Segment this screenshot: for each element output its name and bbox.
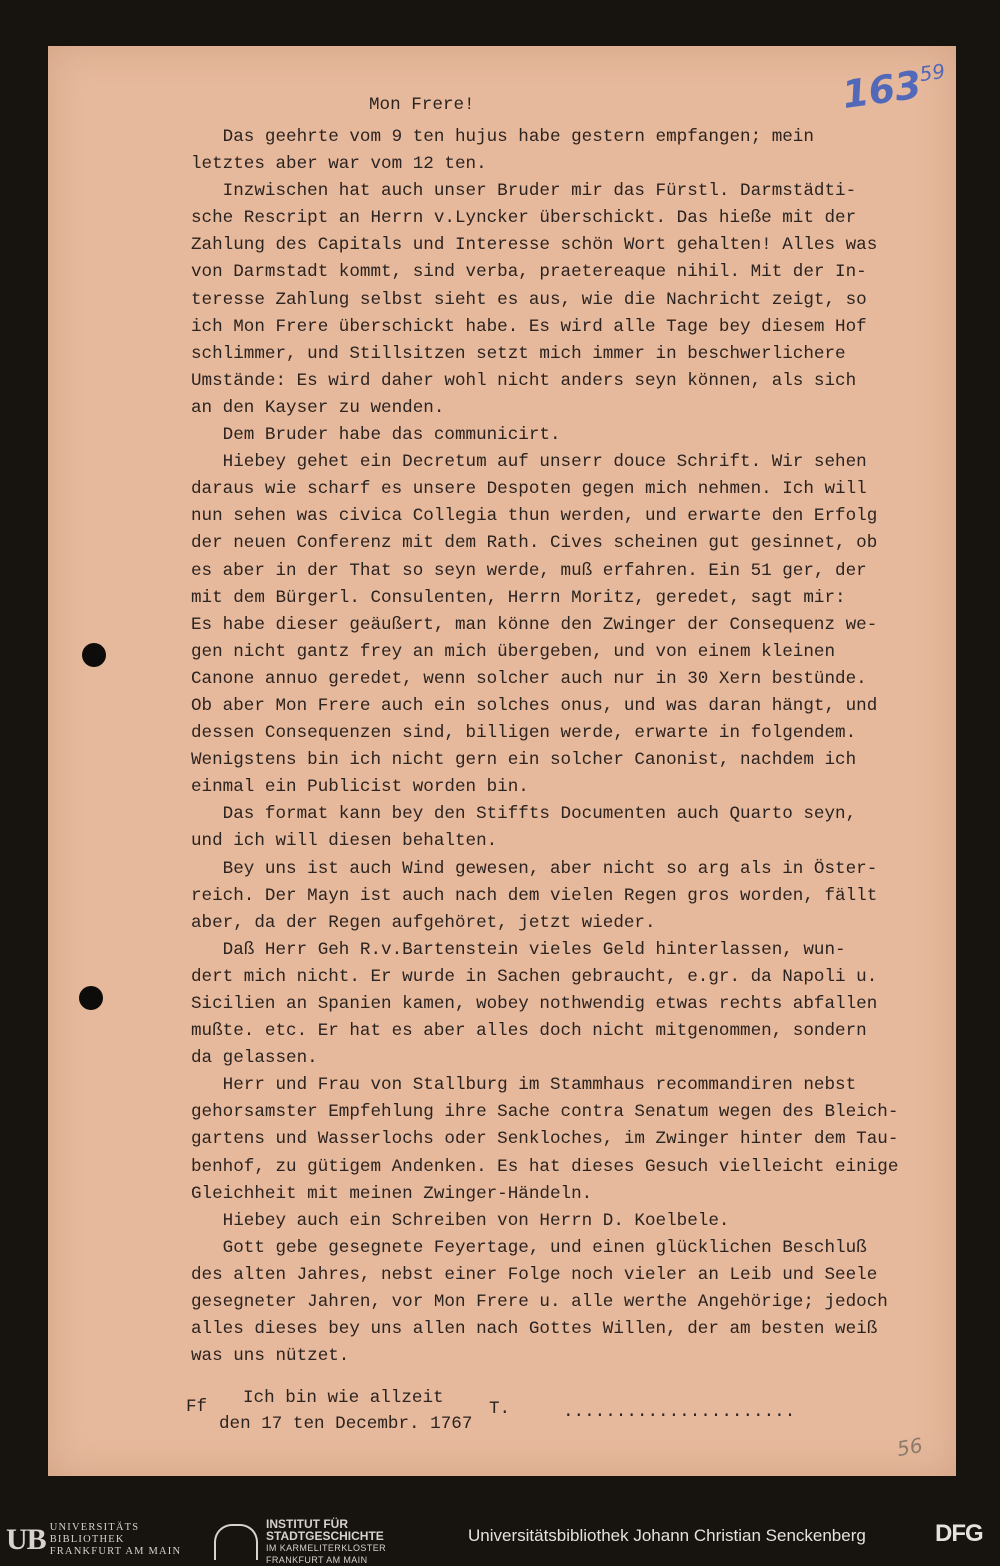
letter-line: reich. Der Mayn ist auch nach dem vielen Regen gros worden, fällt: [191, 885, 878, 906]
footer-bar: [0, 1510, 1000, 1565]
isg-wordmark: INSTITUT FÜR STADTGESCHICHTE IM KARMELITERKLOSTER FRANKFURT AM MAIN: [266, 1517, 387, 1565]
library-name-link[interactable]: Universitätsbibliothek Johann Christian Senckenberg: [468, 1526, 866, 1545]
letter-line: einmal ein Publicist worden bin.: [191, 777, 529, 798]
letter-line: Umstände: Es wird daher wohl nicht anders seyn können, als sich: [191, 370, 857, 391]
pencil-note: 56: [895, 1432, 925, 1462]
letter-line: mit dem Bürgerl. Consulenten, Herrn Moritz, geredet, sagt mir:: [191, 587, 846, 608]
punch-hole: [82, 643, 106, 667]
letter-line: dessen Consequenzen sind, billigen werde, erwarte in folgendem.: [191, 723, 857, 744]
letter-line: Das geehrte vom 9 ten hujus habe gestern empfangen; mein: [191, 127, 814, 147]
letter-line: Dem Bruder habe das communicirt.: [191, 425, 561, 446]
letter-line: gehorsamster Empfehlung ihre Sache contra Senatum wegen des Bleich-: [191, 1102, 899, 1123]
ub-logo[interactable]: [6, 1522, 181, 1558]
letter-line: der neuen Conferenz mit dem Rath. Cives scheinen gut gesinnet, ob: [191, 533, 878, 554]
dfg-logo[interactable]: DFG: [935, 1520, 983, 1547]
letter-line: alles dieses bey uns allen nach Gottes Willen, der am besten weiß: [191, 1319, 878, 1340]
letter-line: des alten Jahres, nebst einer Folge noch vieler an Leib und Seele: [191, 1264, 878, 1285]
letter-line: was uns nützet.: [191, 1346, 350, 1367]
letter-line: Das format kann bey den Stiffts Documenten auch Quarto seyn,: [191, 804, 857, 825]
letter-line: Wenigstens bin ich nicht gern ein solcher Canonist, nachdem ich: [191, 750, 857, 771]
letter-line: Hiebey auch ein Schreiben von Herrn D. Koelbele.: [191, 1210, 730, 1231]
ub-badge: UB: [6, 1523, 46, 1556]
letter-line: Sicilien an Spanien kamen, wobey nothwendig etwas rechts abfallen: [191, 994, 878, 1014]
letter-line: Inzwischen hat auch unser Bruder mir das Fürstl. Darmstädti-: [191, 181, 857, 202]
letter-line: schlimmer, und Stillsitzen setzt mich immer in beschwerlichere: [191, 343, 846, 364]
signature-dots: ......................: [563, 1402, 796, 1422]
closing-initial: T.: [489, 1399, 511, 1419]
punch-hole: [79, 986, 103, 1010]
letter-line: daraus wie scharf es unsere Despoten gegen mich nehmen. Ich will: [191, 479, 867, 500]
letter-line: Es habe dieser geäußert, man könne den Zwinger der Consequenz we-: [191, 614, 878, 635]
letter-date: den 17 ten Decembr. 1767: [219, 1414, 473, 1434]
letter-line: gartens und Wasserlochs oder Senkloches, im Zwinger hinter dem Tau-: [191, 1129, 899, 1150]
letter-line: nun sehen was civica Collegia thun werden, und erwarte den Erfolg: [191, 506, 878, 527]
letter-line: Ob aber Mon Frere auch ein solches onus, und was daran hängt, und: [191, 695, 878, 716]
letter-line: teresse Zahlung selbst sieht es aus, wie die Nachricht zeigt, so: [191, 289, 867, 310]
closing-phrase: Ich bin wie allzeit: [243, 1388, 444, 1408]
letter-line: sche Rescript an Herrn v.Lyncker überschickt. Das hieße mit der: [191, 208, 857, 229]
letter-body: [191, 124, 946, 1370]
letter-line: von Darmstadt kommt, sind verba, praetereaque nihil. Mit der In-: [191, 262, 867, 283]
letter-line: Herr und Frau von Stallburg im Stammhaus recommandiren nebst: [191, 1075, 857, 1096]
closing-ff: Ff: [186, 1397, 208, 1417]
letter-line: gen nicht gantz frey an mich übergeben, und von einem kleinen: [191, 641, 836, 662]
folio-number: $163^{59}$: [839, 58, 947, 118]
letter-line: Canone annuo geredet, wenn solcher auch nur in 30 Xern bestünde.: [191, 668, 867, 689]
letter-line: ich Mon Frere überschickt habe. Es wird alle Tage bey diesem Hof: [191, 316, 867, 337]
letter-line: da gelassen.: [191, 1048, 318, 1069]
ub-wordmark: UNIVERSITÄTS BIBLIOTHEK FRANKFURT AM MAIN: [49, 1522, 182, 1557]
salutation: Mon Frere!: [369, 95, 475, 115]
letter-line: benhof, zu gütigem Andenken. Es hat dieses Gesuch vielleicht einige: [191, 1156, 899, 1177]
letter-line: Hiebey gehet ein Decretum auf unserr douce Schrift. Wir sehen: [191, 452, 867, 473]
arch-icon: [214, 1524, 258, 1560]
isg-logo[interactable]: [214, 1518, 386, 1566]
letter-line: letztes aber war vom 12 ten.: [191, 154, 487, 175]
letter-line: mußte. etc. Er hat es aber alles doch nicht mitgenommen, sondern: [191, 1021, 867, 1042]
letter-line: Daß Herr Geh R.v.Bartenstein vieles Geld hinterlassen, wun-: [191, 939, 846, 960]
letter-line: aber, da der Regen aufgehöret, jetzt wieder.: [191, 912, 656, 933]
letter-line: Gott gebe gesegnete Feyertage, und einen glücklichen Beschluß: [191, 1237, 867, 1258]
letter-line: Bey uns ist auch Wind gewesen, aber nicht so arg als in Öster-: [191, 858, 878, 879]
letter-line: es aber in der That so seyn werde, muß erfahren. Ein 51 ger, der: [191, 560, 867, 581]
letter-line: an den Kayser zu wenden.: [191, 397, 445, 418]
letter-line: dert mich nicht. Er wurde in Sachen gebraucht, e.gr. da Napoli u.: [191, 966, 878, 987]
letter-line: Zahlung des Capitals und Interesse schön Wort gehalten! Alles was: [191, 235, 878, 256]
letter-line: Gleichheit mit meinen Zwinger-Händeln.: [191, 1183, 593, 1204]
letter-line: gesegneter Jahren, vor Mon Frere u. alle werthe Angehörige; jedoch: [191, 1292, 888, 1313]
letter-line: und ich will diesen behalten.: [191, 831, 498, 852]
